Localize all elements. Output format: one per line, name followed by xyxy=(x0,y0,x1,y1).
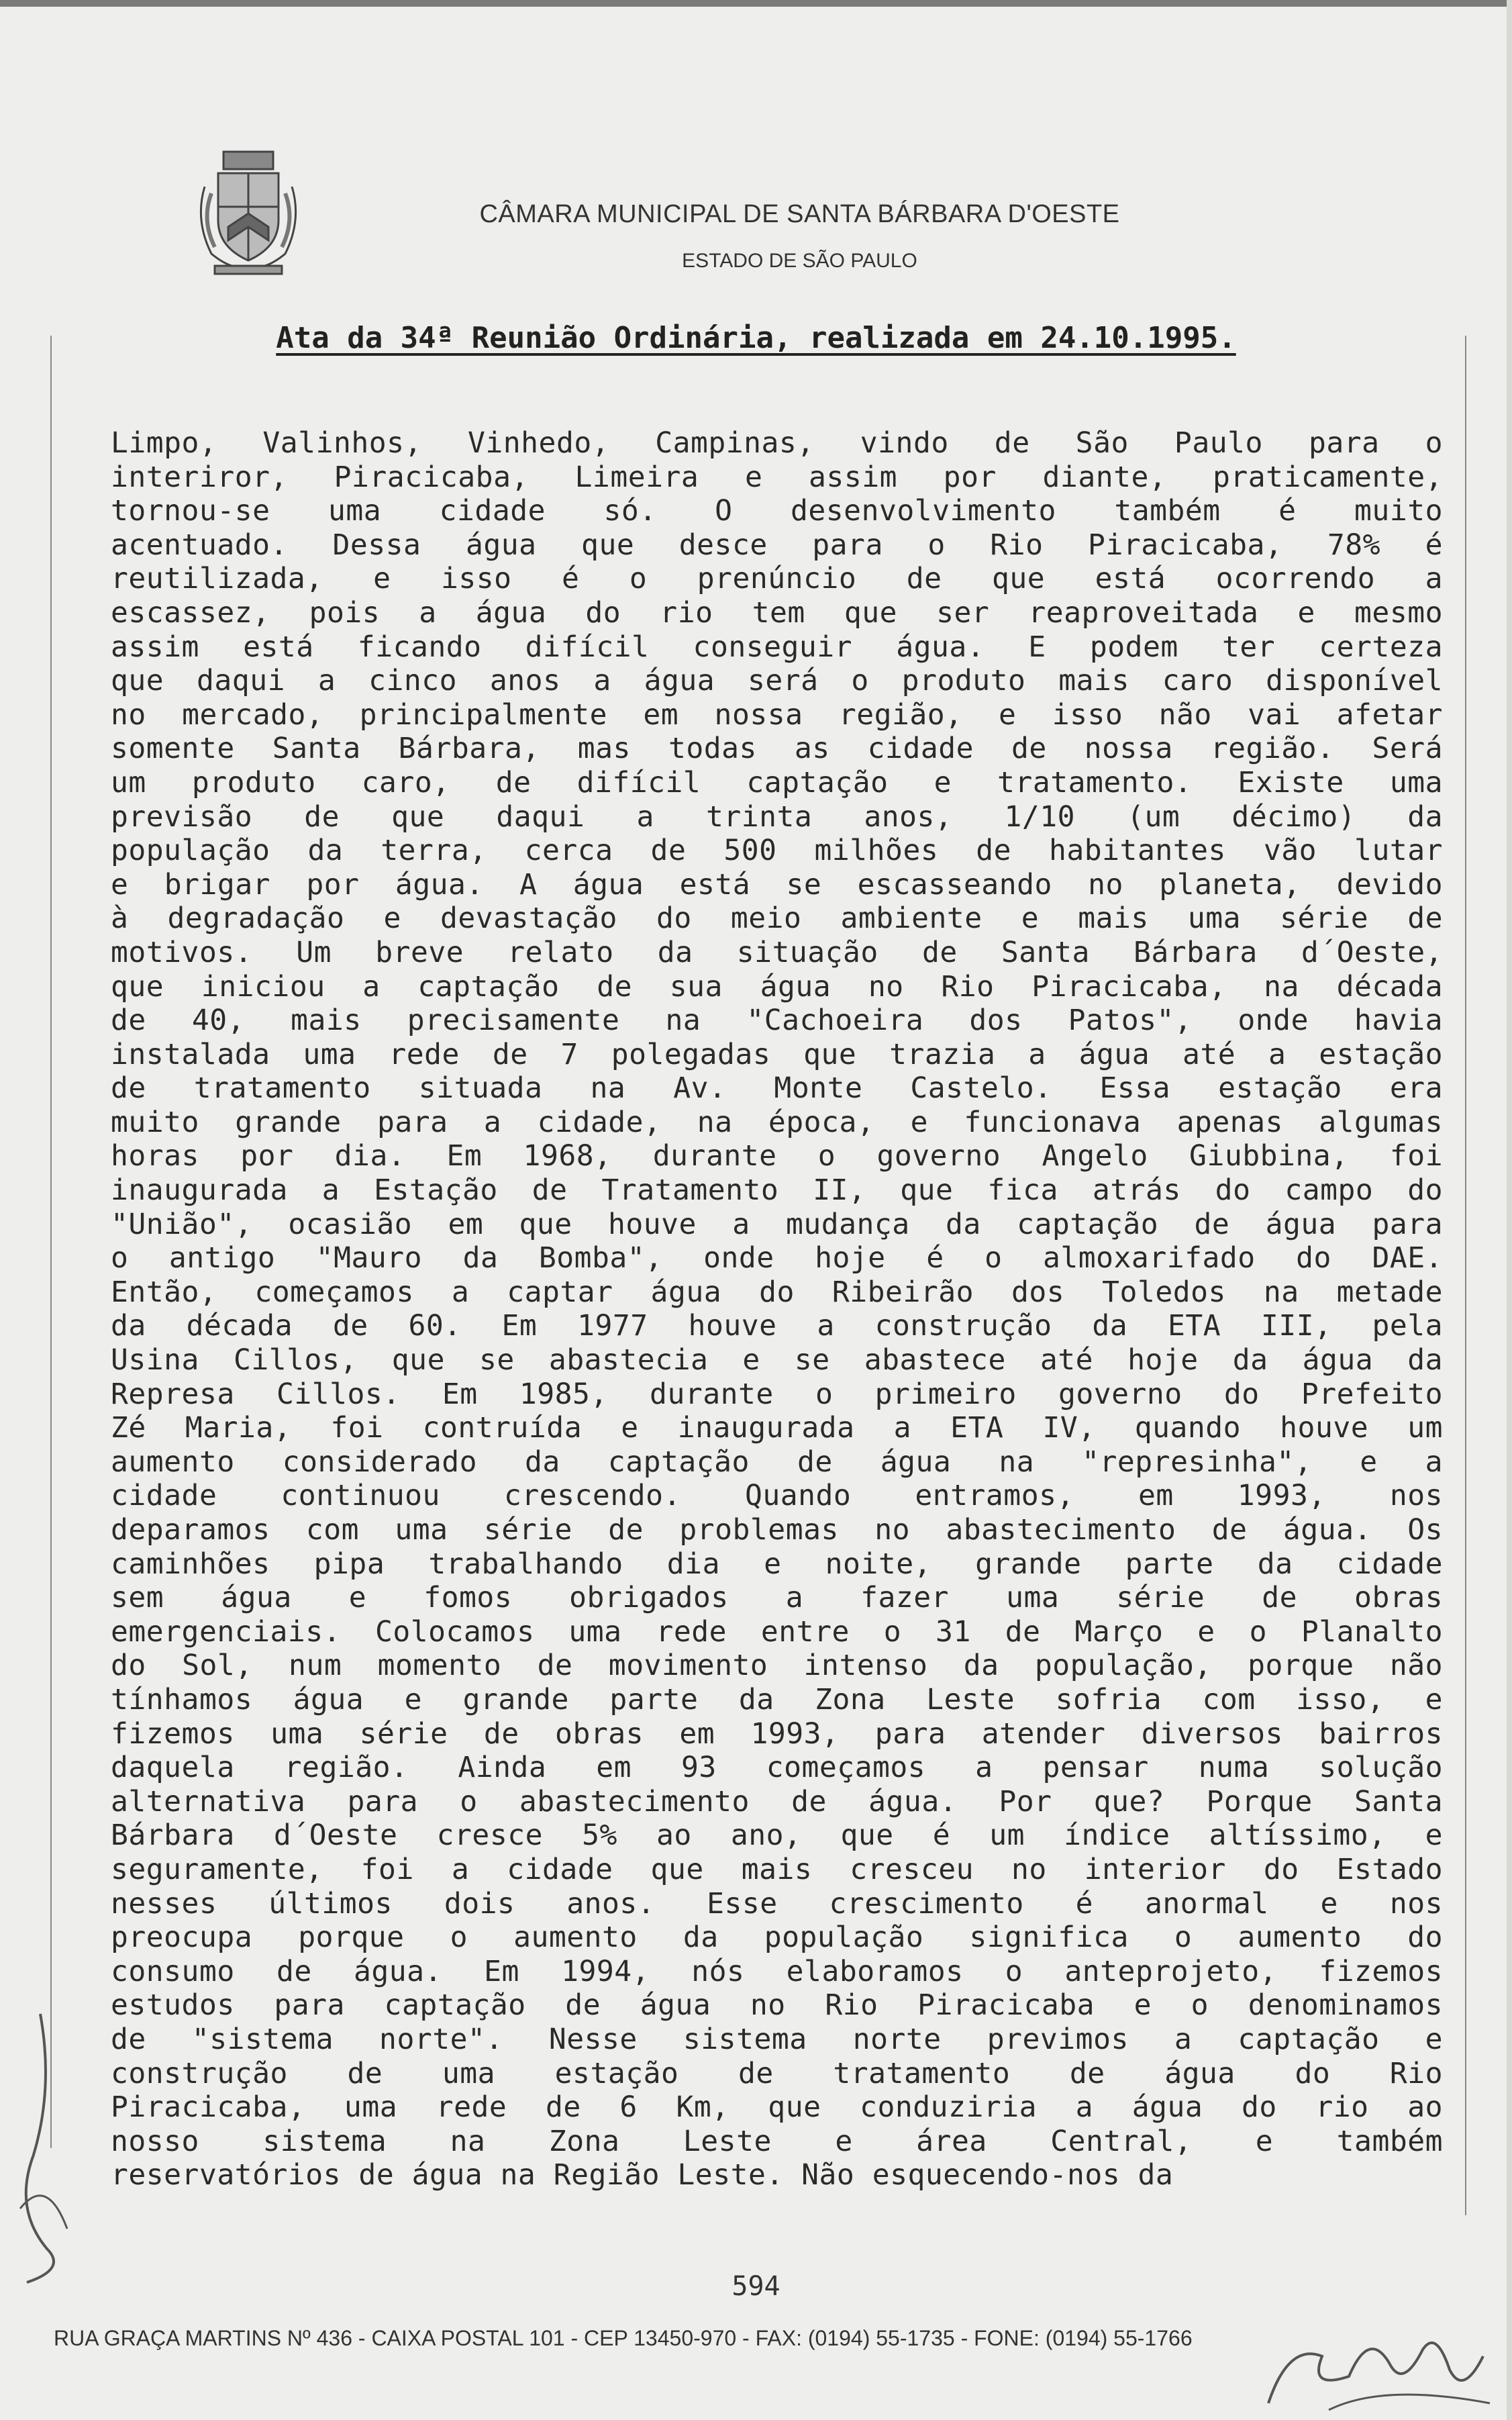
text-line: no mercado, principalmente em nossa região, e isso não vai afetar xyxy=(111,697,1443,732)
page-number: 594 xyxy=(732,2271,780,2302)
text-line: muito grande para a cidade, na época, e funcionava apenas algumas xyxy=(111,1105,1443,1139)
text-line: construção de uma estação de tratamento de água do Rio xyxy=(111,2056,1443,2090)
text-line: estudos para captação de água no Rio Piracicaba e o denominamos xyxy=(111,1988,1443,2023)
text-line: o antigo "Mauro da Bomba", onde hoje é o almoxarifado do DAE. xyxy=(111,1241,1443,1275)
text-line: de tratamento situada na Av. Monte Castelo. Essa estação era xyxy=(111,1071,1443,1106)
text-line: e brigar por água. A água está se escasseando no planeta, devido xyxy=(111,867,1443,902)
text-line: Piracicaba, uma rede de 6 Km, que conduziria a água do rio ao xyxy=(111,2090,1443,2125)
text-line: alternativa para o abastecimento de água. Por que? Porque Santa xyxy=(111,1784,1443,1819)
text-line: nosso sistema na Zona Leste e área Central, e também xyxy=(111,2124,1443,2158)
text-line: emergenciais. Colocamos uma rede entre o 31 de Março e o Planalto xyxy=(111,1614,1443,1649)
text-line: Bárbara d´Oeste cresce 5% ao ano, que é um índice altíssimo, e xyxy=(111,1819,1443,1853)
letterhead-footer: RUA GRAÇA MARTINS Nº 436 - CAIXA POSTAL 101 - CEP 13450-970 - FAX: (0194) 55-1735 - FONE: (0194) 55-1766 xyxy=(54,2326,1193,2350)
institution-name: CÂMARA MUNICIPAL DE SANTA BÁRBARA D'OESTE xyxy=(479,200,1120,228)
text-line: nesses últimos dois anos. Esse crescimento é anormal e nos xyxy=(111,1886,1443,1921)
text-line: de "sistema norte". Nesse sistema norte previmos a captação e xyxy=(111,2022,1443,2056)
text-line: Zé Maria, foi contruída e inaugurada a ETA IV, quando houve um xyxy=(111,1411,1443,1445)
text-line: que daqui a cinco anos a água será o produto mais caro disponível xyxy=(111,664,1443,698)
text-line: Limpo, Valinhos, Vinhedo, Campinas, vindo de São Paulo para o xyxy=(111,426,1443,460)
state-name: ESTADO DE SÃO PAULO xyxy=(682,250,917,272)
text-line: preocupa porque o aumento da população significa o aumento do xyxy=(111,1921,1443,1955)
text-line: inaugurada a Estação de Tratamento II, que fica atrás do campo do xyxy=(111,1173,1443,1208)
text-line: interiror, Piracicaba, Limeira e assim por diante, praticamente, xyxy=(111,460,1443,494)
text-line: um produto caro, de difícil captação e tratamento. Existe uma xyxy=(111,765,1443,800)
scan-edge-right xyxy=(1507,0,1512,2420)
text-line: que iniciou a captação de sua água no Rio Piracicaba, na década xyxy=(111,969,1443,1004)
left-margin-rule xyxy=(50,336,52,2148)
text-line: reservatórios de água na Região Leste. Não esquecendo-nos da xyxy=(111,2158,1174,2192)
text-line: daquela região. Ainda em 93 começamos a pensar numa solução xyxy=(111,1751,1443,1785)
text-line: Usina Cillos, que se abastecia e se abastece até hoje da água da xyxy=(111,1343,1443,1377)
text-line: previsão de que daqui a trinta anos, 1/10 (um décimo) da xyxy=(111,800,1443,834)
handwritten-signature xyxy=(1248,2303,1503,2420)
margin-initials xyxy=(0,2007,81,2289)
minutes-body xyxy=(111,426,1443,2192)
text-line: instalada uma rede de 7 polegadas que trazia a água até a estação xyxy=(111,1037,1443,1071)
text-line: acentuado. Dessa água que desce para o Rio Piracicaba, 78% é xyxy=(111,528,1443,562)
text-line: deparamos com uma série de problemas no abastecimento de água. Os xyxy=(111,1513,1443,1547)
text-line: sem água e fomos obrigados a fazer uma série de obras xyxy=(111,1581,1443,1615)
text-line: escassez, pois a água do rio tem que ser reaproveitada e mesmo xyxy=(111,595,1443,630)
text-line: fizemos uma série de obras em 1993, para atender diversos bairros xyxy=(111,1716,1443,1751)
text-line: caminhões pipa trabalhando dia e noite, grande parte da cidade xyxy=(111,1547,1443,1581)
text-line: assim está ficando difícil conseguir água. E podem ter certeza xyxy=(111,630,1443,664)
text-line: à degradação e devastação do meio ambiente e mais uma série de xyxy=(111,902,1443,936)
minutes-title: Ata da 34ª Reunião Ordinária, realizada em 24.10.1995. xyxy=(276,321,1236,355)
text-line: de 40, mais precisamente na "Cachoeira dos Patos", onde havia xyxy=(111,1004,1443,1038)
text-line: motivos. Um breve relato da situação de Santa Bárbara d´Oeste, xyxy=(111,935,1443,969)
text-line: Represa Cillos. Em 1985, durante o primeiro governo do Prefeito xyxy=(111,1377,1443,1411)
text-line: da década de 60. Em 1977 houve a construção da ETA III, pela xyxy=(111,1309,1443,1343)
text-line: consumo de água. Em 1994, nós elaboramos o anteprojeto, fizemos xyxy=(111,1954,1443,1988)
text-line: "União", ocasião em que houve a mudança da captação de água para xyxy=(111,1207,1443,1241)
text-line: do Sol, num momento de movimento intenso da população, porque não xyxy=(111,1649,1443,1683)
text-line: Então, começamos a captar água do Ribeirão dos Toledos na metade xyxy=(111,1275,1443,1309)
scan-edge-top xyxy=(0,0,1512,7)
right-margin-rule xyxy=(1465,336,1466,2215)
text-line: somente Santa Bárbara, mas todas as cidade de nossa região. Será xyxy=(111,732,1443,766)
text-line: aumento considerado da captação de água na "represinha", e a xyxy=(111,1445,1443,1479)
text-line: cidade continuou crescendo. Quando entramos, em 1993, nos xyxy=(111,1479,1443,1513)
text-line: população da terra, cerca de 500 milhões de habitantes vão lutar xyxy=(111,834,1443,868)
text-line: tornou-se uma cidade só. O desenvolvimento também é muito xyxy=(111,494,1443,528)
text-line: reutilizada, e isso é o prenúncio de que está ocorrendo a xyxy=(111,562,1443,596)
text-line: horas por dia. Em 1968, durante o governo Angelo Giubbina, foi xyxy=(111,1139,1443,1173)
text-line: tínhamos água e grande parte da Zona Leste sofria com isso, e xyxy=(111,1682,1443,1716)
text-line: seguramente, foi a cidade que mais cresceu no interior do Estado xyxy=(111,1852,1443,1886)
